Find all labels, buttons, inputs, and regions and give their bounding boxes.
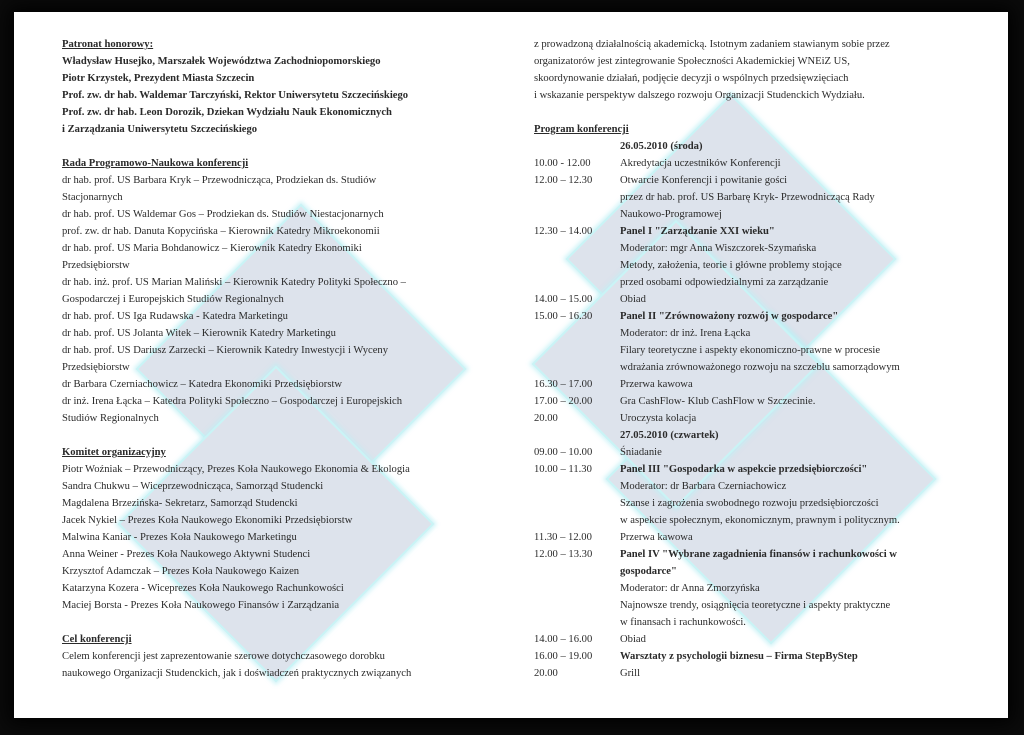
schedule-time: 12.00 – 12.30 [534, 175, 593, 186]
schedule-row [534, 563, 966, 580]
program-title: Program konferencji [534, 124, 629, 135]
committee-member-line: Krzysztof Adamczak – Prezes Koła Naukowego Kaizen [62, 566, 300, 577]
schedule-time: 09.00 – 10.00 [534, 447, 593, 458]
schedule-description: Obiad [620, 294, 646, 305]
schedule-description: Filary teoretyczne i aspekty ekonomiczno-prawne w procesie [620, 345, 881, 356]
schedule-time [534, 495, 620, 512]
council-member-line: dr inż. Irena Łącka – Katedra Polityki Społeczno – Gospodarczej i Europejskich [62, 396, 403, 407]
schedule-time [534, 206, 620, 223]
schedule-description: Metody, założenia, teorie i główne problemy stojące [620, 260, 842, 271]
schedule-description: gospodarce" [620, 566, 677, 577]
council-member-line: dr Barbara Czerniachowicz – Katedra Ekonomiki Przedsiębiorstw [62, 379, 343, 390]
schedule-row [534, 325, 966, 342]
schedule-time [534, 189, 620, 206]
schedule-description: przez dr hab. prof. US Barbarę Kryk- Przewodniczącą Rady [620, 192, 875, 203]
patronage-line: Władysław Husejko, Marszałek Województwa Zachodniopomorskiego [62, 56, 381, 67]
schedule-description: Akredytacja uczestników Konferencji [620, 158, 781, 169]
schedule-row [534, 580, 966, 597]
schedule-description: w aspekcie społecznym, ekonomicznym, prawnym i politycznym. [620, 515, 900, 526]
schedule-row [534, 308, 966, 325]
schedule-description: Naukowo-Programowej [620, 209, 722, 220]
schedule-row [534, 597, 966, 614]
council-member-line: Stacjonarnych [62, 192, 123, 203]
patronage-list [62, 53, 508, 138]
patronage-line: i Zarządzania Uniwersytetu Szczecińskiego [62, 124, 258, 135]
council-member-line: dr hab. prof. US Barbara Kryk – Przewodnicząca, Prodziekan ds. Studiów [62, 175, 377, 186]
schedule-row [534, 189, 966, 206]
schedule-time [534, 257, 620, 274]
goal-text-line: organizatorów jest zintegrowanie Społeczności Akademickiej WNEiZ US, [534, 56, 850, 67]
schedule-description: Grill [620, 668, 641, 679]
patronage-title: Patronat honorowy: [62, 39, 154, 50]
schedule-time [534, 478, 620, 495]
council-member-line: Studiów Regionalnych [62, 413, 159, 424]
council-member-line: dr hab. prof. US Waldemar Gos – Prodziekan ds. Studiów Niestacjonarnych [62, 209, 384, 220]
schedule-time: 14.00 – 16.00 [534, 634, 593, 645]
council-member-line: Gospodarczej i Europejskich Studiów Regionalnych [62, 294, 284, 305]
schedule-description: Przerwa kawowa [620, 379, 693, 390]
council-member-line: dr hab. prof. US Maria Bohdanowicz – Kierownik Katedry Ekonomiki [62, 243, 362, 254]
patronage-line: Piotr Krzystek, Prezydent Miasta Szczecin [62, 73, 255, 84]
schedule-time [534, 563, 620, 580]
committee-member-line: Piotr Woźniak – Przewodniczący, Prezes Koła Naukowego Ekonomia & Ekologia [62, 464, 410, 475]
schedule-description: Najnowsze trendy, osiągnięcia teoretyczne i aspekty praktyczne [620, 600, 891, 611]
council-member-line: Przedsiębiorstw [62, 260, 130, 271]
schedule-row [534, 427, 966, 444]
schedule-time: 20.00 [534, 413, 558, 424]
council-member-line: prof. zw. dr hab. Danuta Kopycińska – Kierownik Katedry Mikroekonomii [62, 226, 380, 237]
schedule-time [534, 359, 620, 376]
schedule-description: Szanse i zagrożenia swobodnego rozwoju przedsiębiorczości [620, 498, 879, 509]
program-schedule [534, 138, 966, 682]
schedule-time: 20.00 [534, 668, 558, 679]
schedule-time [534, 614, 620, 631]
schedule-time: 15.00 – 16.30 [534, 311, 593, 322]
schedule-row [534, 172, 966, 189]
council-list [62, 172, 508, 427]
committee-member-line: Anna Weiner - Prezes Koła Naukowego Aktywni Studenci [62, 549, 311, 560]
goal-text-line: Celem konferencji jest zaprezentowanie szerowe dotychczasowego dorobku [62, 651, 385, 662]
committee-member-line: Jacek Nykiel – Prezes Koła Naukowego Ekonomiki Przedsiębiorstw [62, 515, 353, 526]
schedule-description: Śniadanie [620, 447, 662, 458]
committee-member-line: Malwina Kaniar - Prezes Koła Naukowego Marketingu [62, 532, 297, 543]
patronage-line: Prof. zw. dr hab. Leon Dorozik, Dziekan Wydziału Nauk Ekonomicznych [62, 107, 392, 118]
schedule-description: 26.05.2010 (środa) [620, 141, 703, 152]
schedule-description: 27.05.2010 (czwartek) [620, 430, 719, 441]
schedule-row [534, 546, 966, 563]
schedule-row [534, 529, 966, 546]
schedule-row [534, 461, 966, 478]
schedule-description: w finansach i rachunkowości. [620, 617, 746, 628]
schedule-time: 14.00 – 15.00 [534, 294, 593, 305]
goal-text-line: naukowego Organizacji Studenckich, jak i doświadczeń praktycznych związanych [62, 668, 412, 679]
schedule-row [534, 376, 966, 393]
schedule-time: 16.00 – 19.00 [534, 651, 593, 662]
schedule-description: przed osobami odpowiedzialnymi za zarządzanie [620, 277, 829, 288]
patronage-line: Prof. zw. dr hab. Waldemar Tarczyński, Rektor Uniwersytetu Szczecińskiego [62, 90, 409, 101]
schedule-row [534, 410, 966, 427]
schedule-time [534, 427, 620, 444]
schedule-time: 12.30 – 14.00 [534, 226, 593, 237]
schedule-row [534, 478, 966, 495]
schedule-description: Panel III "Gospodarka w aspekcie przedsiębiorczości" [620, 464, 868, 475]
schedule-time: 16.30 – 17.00 [534, 379, 593, 390]
schedule-time: 11.30 – 12.00 [534, 532, 592, 543]
committee-member-line: Maciej Borsta - Prezes Koła Naukowego Finansów i Zarządzania [62, 600, 340, 611]
goal-text-line: i wskazanie perspektyw dalszego rozwoju Organizacji Studenckich Wydziału. [534, 90, 865, 101]
schedule-description: Gra CashFlow- Klub CashFlow w Szczecinie. [620, 396, 816, 407]
council-member-line: dr hab. prof. US Dariusz Zarzecki – Kierownik Katedry Inwestycji i Wyceny [62, 345, 388, 356]
schedule-row [534, 444, 966, 461]
schedule-time [534, 325, 620, 342]
schedule-time [534, 240, 620, 257]
schedule-time [534, 138, 620, 155]
schedule-row [534, 614, 966, 631]
schedule-description: Moderator: dr Anna Zmorzyńska [620, 583, 760, 594]
schedule-description: Moderator: dr inż. Irena Łącka [620, 328, 751, 339]
committee-member-line: Magdalena Brzezińska- Sekretarz, Samorząd Studencki [62, 498, 298, 509]
goal-title: Cel konferencji [62, 634, 132, 645]
schedule-row [534, 393, 966, 410]
schedule-time [534, 597, 620, 614]
schedule-row [534, 291, 966, 308]
committee-list [62, 461, 508, 614]
schedule-row [534, 223, 966, 240]
schedule-row [534, 240, 966, 257]
right-column [534, 36, 966, 682]
goal-text-line: z prowadzoną działalnością akademicką. Istotnym zadaniem stawianym sobie przez [534, 39, 890, 50]
council-member-line: dr hab. inż. prof. US Marian Maliński – Kierownik Katedry Polityki Społeczno – [62, 277, 406, 288]
document-page [14, 12, 1008, 718]
schedule-time: 12.00 – 13.30 [534, 549, 593, 560]
schedule-description: Przerwa kawowa [620, 532, 693, 543]
schedule-description: Obiad [620, 634, 646, 645]
committee-member-line: Sandra Chukwu – Wiceprzewodnicząca, Samorząd Studencki [62, 481, 324, 492]
schedule-row [534, 155, 966, 172]
schedule-description: Moderator: dr Barbara Czerniachowicz [620, 481, 787, 492]
schedule-row [534, 342, 966, 359]
schedule-description: Otwarcie Konferencji i powitanie gości [620, 175, 788, 186]
schedule-description: Warsztaty z psychologii biznesu – Firma StepByStep [620, 651, 858, 662]
schedule-row [534, 495, 966, 512]
schedule-row [534, 138, 966, 155]
schedule-row [534, 648, 966, 665]
council-member-line: dr hab. prof. US Iga Rudawska - Katedra Marketingu [62, 311, 288, 322]
schedule-description: wdrażania zrównoważonego rozwoju na szczeblu samorządowym [620, 362, 900, 373]
schedule-time: 10.00 – 11.30 [534, 464, 592, 475]
committee-member-line: Katarzyna Kozera - Wiceprezes Koła Naukowego Rachunkowości [62, 583, 344, 594]
schedule-row [534, 359, 966, 376]
goal-paragraph [62, 648, 508, 682]
left-column [62, 36, 508, 682]
schedule-description: Panel I "Zarządzanie XXI wieku" [620, 226, 775, 237]
council-title: Rada Programowo-Naukowa konferencji [62, 158, 249, 169]
schedule-time: 17.00 – 20.00 [534, 396, 593, 407]
schedule-description: Moderator: mgr Anna Wiszczorek-Szymańska [620, 243, 817, 254]
council-member-line: Przedsiębiorstw [62, 362, 130, 373]
schedule-time [534, 580, 620, 597]
goal-text-line: skoordynowanie działań, podjęcie decyzji o wspólnych przedsięwzięciach [534, 73, 849, 84]
goal-paragraph-continued [534, 36, 966, 104]
schedule-row [534, 665, 966, 682]
schedule-time: 10.00 - 12.00 [534, 158, 591, 169]
schedule-row [534, 512, 966, 529]
schedule-row [534, 274, 966, 291]
schedule-time [534, 512, 620, 529]
schedule-time [534, 274, 620, 291]
schedule-time [534, 342, 620, 359]
committee-title: Komitet organizacyjny [62, 447, 166, 458]
schedule-row [534, 206, 966, 223]
schedule-description: Panel II "Zrównoważony rozwój w gospodarce" [620, 311, 839, 322]
schedule-row [534, 257, 966, 274]
schedule-description: Uroczysta kolacja [620, 413, 697, 424]
schedule-row [534, 631, 966, 648]
schedule-description: Panel IV "Wybrane zagadnienia finansów i rachunkowości w [620, 549, 897, 560]
council-member-line: dr hab. prof. US Jolanta Witek – Kierownik Katedry Marketingu [62, 328, 336, 339]
